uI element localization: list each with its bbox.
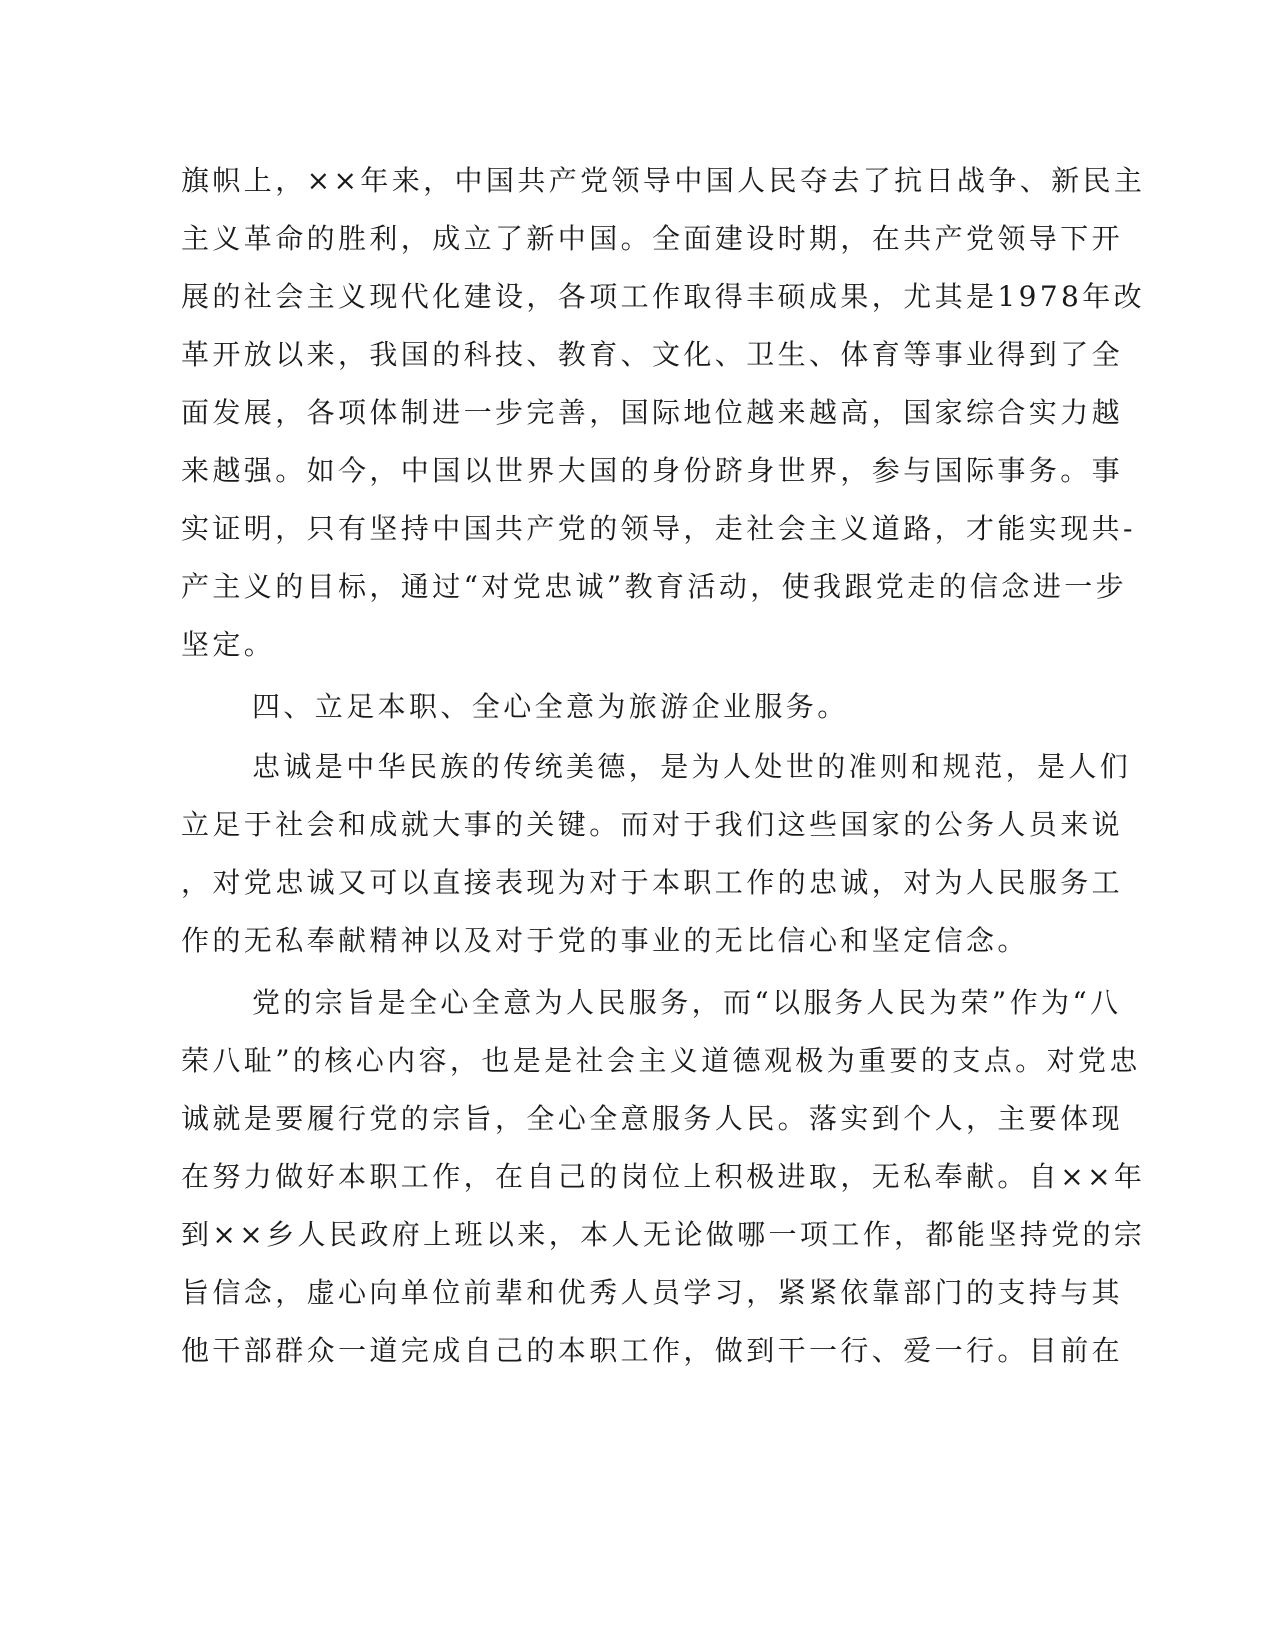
text-line: 面发展，各项体制进一步完善，国际地位越来越高，国家综合实力越: [181, 396, 1124, 429]
text-line: 坚定。: [181, 628, 276, 661]
text-line: 实证明，只有坚持中国共产党的领导，走社会主义道路，才能实现共-: [181, 512, 1136, 545]
paragraph-first-line: 忠诚是中华民族的传统美德，是为人处世的准则和规范，是人们: [252, 750, 1132, 783]
text-line: 产主义的目标，通过“对党忠诚”教育活动，使我跟党走的信念进一步: [181, 570, 1128, 603]
text-line: 旨信念，虚心向单位前辈和优秀人员学习，紧紧依靠部门的支持与其: [181, 1276, 1124, 1309]
text-line: 革开放以来，我国的科技、教育、文化、卫生、体育等事业得到了全: [181, 338, 1124, 371]
paragraph-first-line: 党的宗旨是全心全意为人民服务，而“以服务人民为荣”作为“八: [252, 986, 1122, 1019]
text-line: 诚就是要履行党的宗旨，全心全意服务人民。落实到个人，主要体现: [181, 1102, 1124, 1135]
text-line: 主义革命的胜利，成立了新中国。全面建设时期，在共产党领导下开: [181, 222, 1124, 255]
text-line: 到××乡人民政府上班以来，本人无论做哪一项工作，都能坚持党的宗: [181, 1218, 1146, 1251]
text-line: 他干部群众一道完成自己的本职工作，做到干一行、爱一行。目前在: [181, 1334, 1124, 1367]
text-line: 来越强。如今，中国以世界大国的身份跻身世界，参与国际事务。事: [181, 454, 1124, 487]
text-line: 旗帜上，××年来，中国共产党领导中国人民夺去了抗日战争、新民主: [181, 164, 1146, 197]
text-line: 在努力做好本职工作，在自己的岗位上积极进取，无私奉献。自××年: [181, 1160, 1146, 1193]
text-line: 荣八耻”的核心内容，也是是社会主义道德观极为重要的支点。对党忠: [181, 1044, 1141, 1077]
text-line: ，对党忠诚又可以直接表现为对于本职工作的忠诚，对为人民服务工: [181, 866, 1124, 899]
text-line: 作的无私奉献精神以及对于党的事业的无比信心和坚定信念。: [181, 924, 1029, 957]
text-line: 展的社会主义现代化建设，各项工作取得丰硕成果，尤其是1978年改: [181, 280, 1146, 313]
section-heading: 四、立足本职、全心全意为旅游企业服务。: [252, 690, 849, 723]
text-line: 立足于社会和成就大事的关键。而对于我们这些国家的公务人员来说: [181, 808, 1124, 841]
